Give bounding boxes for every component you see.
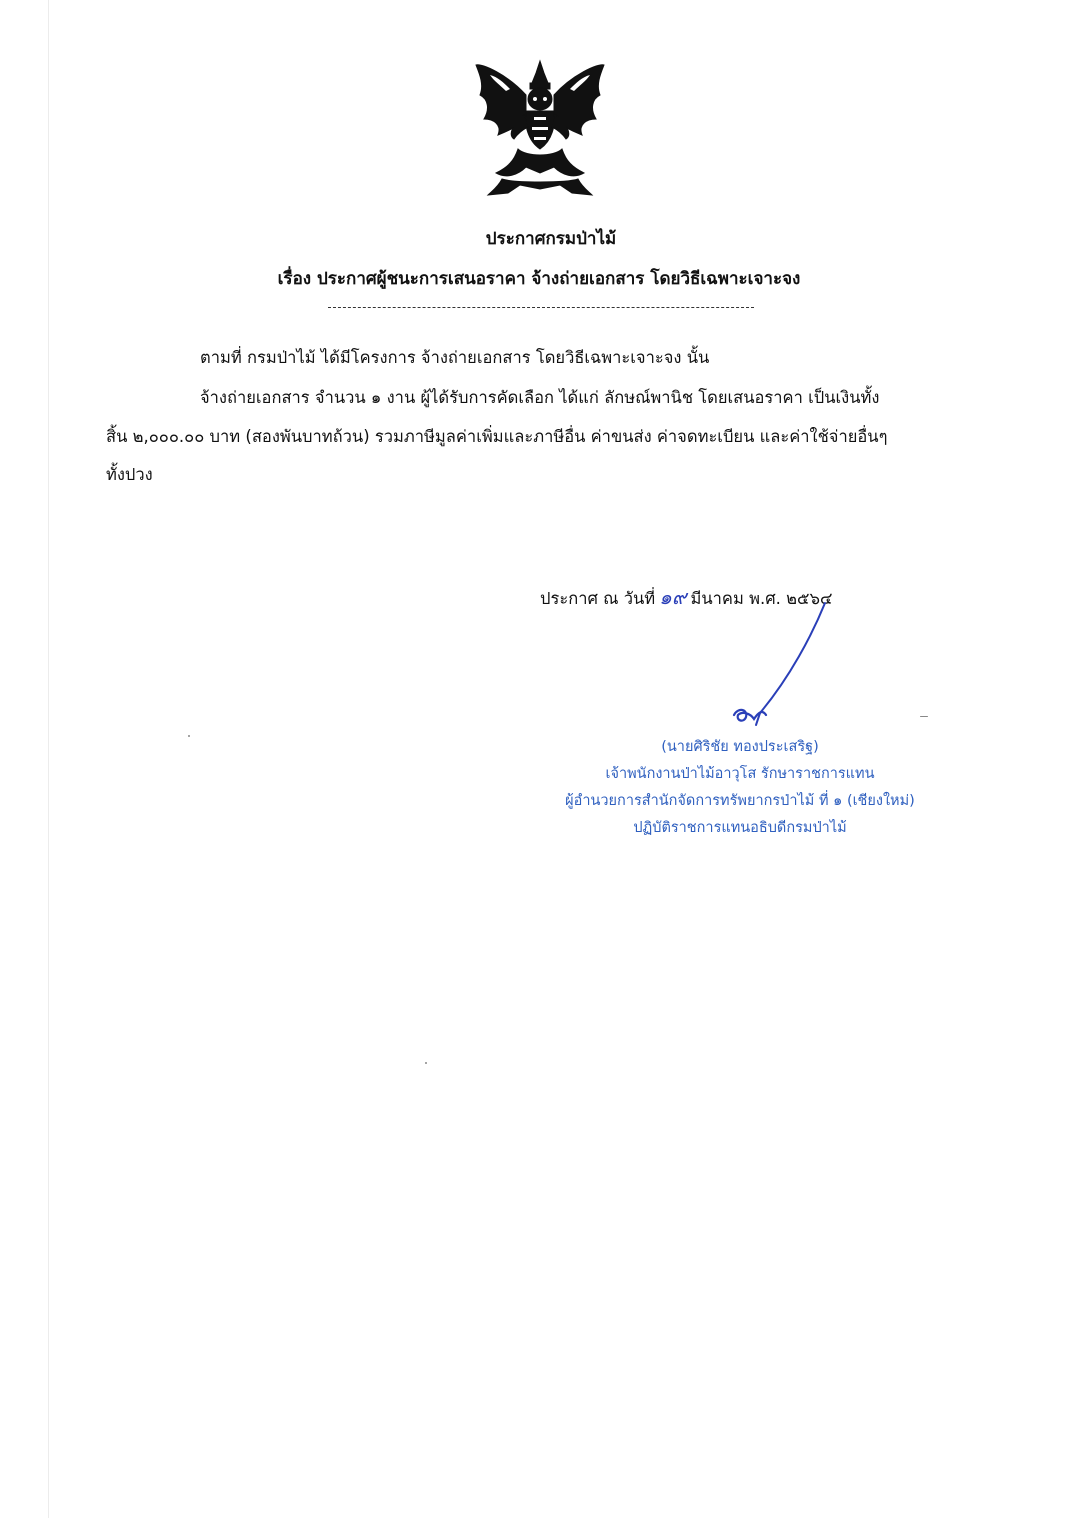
date-month-year: มีนาคม พ.ศ. ๒๕๖๔: [690, 589, 833, 608]
body-paragraph-line-2: จ้างถ่ายเอกสาร จำนวน ๑ งาน ผู้ได้รับการคัดเลือก ได้แก่ ลักษณ์พานิช โดยเสนอราคา เป็นเงินทั้ง: [200, 388, 880, 407]
scan-speck: [425, 1062, 427, 1064]
signatory-position-2: ผู้อำนวยการสำนักจัดการทรัพยากรป่าไม้ ที่ ๑ (เชียงใหม่): [565, 793, 915, 809]
date-day-handwritten: ๑๙: [659, 585, 687, 609]
signatory-name: (นายศิริชัย ทองประเสริฐ): [661, 739, 819, 755]
document-subject: เรื่อง ประกาศผู้ชนะการเสนอราคา จ้างถ่ายเอกสาร โดยวิธีเฉพาะเจาะจง: [277, 269, 801, 289]
scan-speck: [920, 716, 928, 717]
body-paragraph-line-4: ทั้งปวง: [106, 465, 153, 484]
signatory-position-3: ปฏิบัติราชการแทนอธิบดีกรมป่าไม้: [633, 820, 847, 836]
handwritten-signature: [720, 585, 860, 745]
body-paragraph-line-3: สิ้น ๒,๐๐๐.๐๐ บาท (สองพันบาทถ้วน) รวมภาษีมูลค่าเพิ่มและภาษีอื่น ค่าขนส่ง ค่าจดทะเบียน และค่าใช้จ่ายอื่นๆ: [106, 427, 888, 446]
garuda-emblem-icon: [468, 55, 612, 203]
title-separator: [328, 307, 754, 308]
scan-speck: [188, 735, 190, 737]
date-prefix: ประกาศ ณ วันที่: [540, 589, 656, 608]
body-paragraph-line-1: ตามที่ กรมป่าไม้ ได้มีโครงการ จ้างถ่ายเอกสาร โดยวิธีเฉพาะเจาะจง นั้น: [200, 348, 710, 367]
document-title: ประกาศกรมป่าไม้: [485, 229, 617, 249]
signatory-position-1: เจ้าพนักงานป่าไม้อาวุโส รักษาราชการแทน: [605, 766, 875, 782]
